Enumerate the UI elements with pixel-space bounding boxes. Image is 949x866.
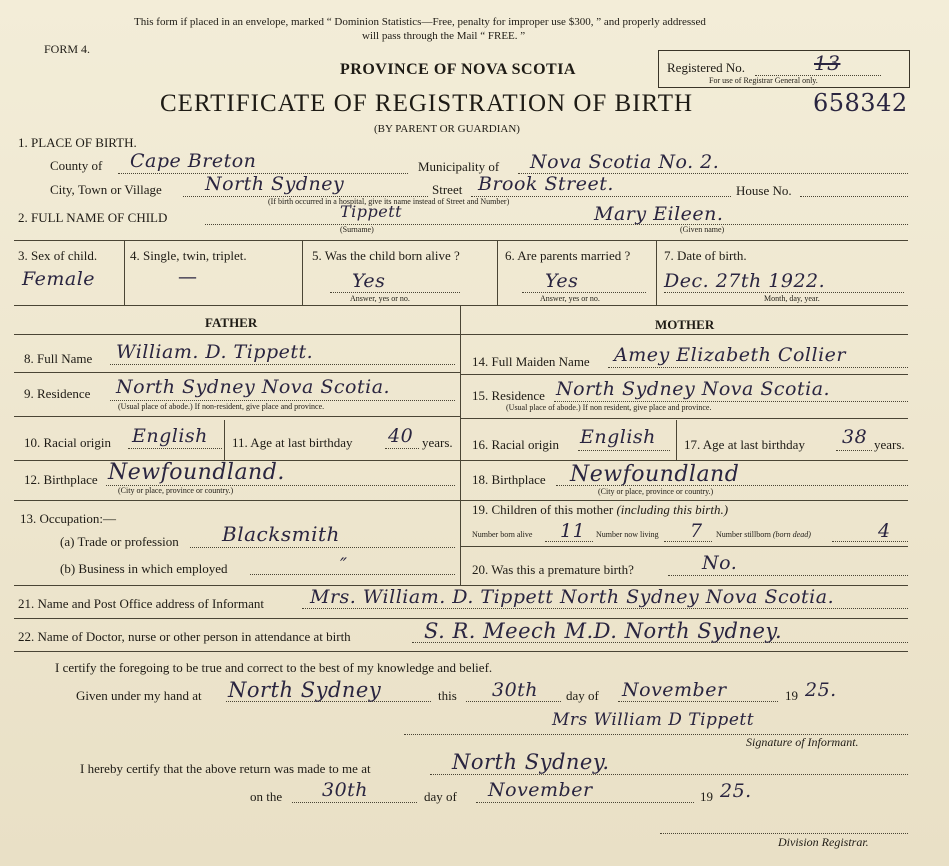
alive-caption: Answer, yes or no. — [350, 294, 410, 303]
married-label: 6. Are parents married ? — [505, 248, 631, 263]
living-label: Number now living — [596, 530, 659, 539]
document-subtitle: (BY PARENT OR GUARDIAN) — [374, 123, 520, 135]
mother-age-label: 17. Age at last birthday — [684, 437, 805, 452]
alive-value: Yes — [352, 270, 386, 292]
province-heading: PROVINCE OF NOVA SCOTIA — [340, 61, 576, 78]
signature-caption: Signature of Informant. — [746, 735, 859, 749]
father-age-unit: years. — [422, 435, 453, 450]
mother-birthplace: Newfoundland — [570, 462, 740, 487]
mother-age: 38 — [842, 426, 868, 448]
plurality-value: — — [178, 266, 198, 288]
doctor-label: 22. Name of Doctor, nurse or other person in attendance at birth — [18, 629, 351, 644]
mother-birthplace-caption: (City or place, province or country.) — [598, 487, 714, 496]
father-heading: FATHER — [205, 315, 258, 330]
trade-label: (a) Trade or profession — [60, 534, 179, 549]
registrar-day: 30th — [322, 779, 369, 801]
mother-name: Amey Elizabeth Collier — [614, 344, 846, 366]
children-label: 19. Children of this mother (including this birth.) — [472, 502, 729, 517]
certify-statement: I certify the foregoing to be true and correct to the best of my knowledge and belief. — [55, 660, 493, 675]
child-surname: Tippett — [340, 202, 403, 221]
informant-value: Mrs. William. D. Tippett North Sydney Nova Scotia. — [310, 586, 835, 608]
born-alive-value: 11 — [560, 520, 586, 542]
hospital-note: (If birth occurred in a hospital, give its name instead of Street and Number) — [268, 197, 510, 206]
father-residence: North Sydney Nova Scotia. — [116, 376, 391, 398]
living-value: 7 — [690, 520, 703, 542]
mother-name-label: 14. Full Maiden Name — [472, 354, 590, 369]
dob-value: Dec. 27th 1922. — [664, 270, 826, 292]
registered-note: For use of Registrar General only. — [709, 76, 818, 85]
on-the-label: on the — [250, 789, 283, 804]
mother-residence: North Sydney Nova Scotia. — [556, 378, 831, 400]
informant-signature: Mrs William D Tippett — [552, 710, 755, 730]
registrar-place: North Sydney. — [452, 750, 610, 774]
place-section-label: 1. PLACE OF BIRTH. — [18, 135, 137, 150]
municipality-value: Nova Scotia No. 2. — [530, 151, 720, 173]
surname-caption: (Surname) — [340, 225, 374, 234]
county-label: County of — [50, 158, 103, 173]
street-label: Street — [432, 182, 463, 197]
given-month: November — [622, 679, 727, 701]
alive-label: 5. Was the child born alive ? — [312, 248, 460, 263]
father-birthplace: Newfoundland. — [108, 460, 285, 485]
registrar-statement: I hereby certify that the above return was made to me at — [80, 761, 371, 776]
father-birthplace-caption: (City or place, province or country.) — [118, 486, 234, 495]
given-year: 25. — [805, 679, 837, 701]
sex-label: 3. Sex of child. — [18, 248, 98, 263]
registered-value: 13 — [814, 51, 841, 75]
stillborn-value: 4 — [878, 520, 891, 542]
mother-residence-label: 15. Residence — [472, 388, 545, 403]
city-value: North Sydney — [205, 173, 345, 195]
given-place: North Sydney — [228, 678, 382, 702]
given-caption: (Given name) — [680, 225, 725, 234]
plurality-label: 4. Single, twin, triplet. — [130, 248, 247, 263]
mother-racial: English — [580, 426, 656, 448]
stamp-number: 658342 — [813, 89, 908, 117]
doctor-value: S. R. Meech M.D. North Sydney. — [424, 619, 783, 643]
document-title: CERTIFICATE OF REGISTRATION OF BIRTH — [160, 90, 694, 117]
stillborn-note: (born dead) — [772, 530, 811, 539]
mother-birthplace-label: 18. Birthplace — [472, 472, 546, 487]
mother-age-unit: years. — [874, 437, 905, 452]
registrar-day-of-label: day of — [424, 789, 457, 804]
postage-notice-2: will pass through the Mail “ FREE. ” — [362, 30, 526, 42]
day-of-label: day of — [566, 688, 599, 703]
children-note: (including this birth.) — [616, 502, 729, 517]
stillborn-label: Number stillborn (born dead) — [716, 530, 811, 539]
father-name: William. D. Tippett. — [116, 341, 314, 363]
married-caption: Answer, yes or no. — [540, 294, 600, 303]
occupation-label: 13. Occupation:— — [20, 511, 117, 526]
registrar-year-prefix: 19 — [700, 789, 713, 804]
father-residence-label: 9. Residence — [24, 386, 91, 401]
father-name-label: 8. Full Name — [24, 351, 93, 366]
sex-value: Female — [22, 268, 96, 290]
registrar-caption: Division Registrar. — [778, 835, 869, 849]
father-birthplace-label: 12. Birthplace — [24, 472, 98, 487]
given-label: Given under my hand at — [76, 688, 202, 703]
city-label: City, Town or Village — [50, 182, 162, 197]
father-residence-caption: (Usual place of abode.) If non-resident, give place and province. — [118, 402, 325, 411]
premature-label: 20. Was this a premature birth? — [472, 562, 634, 577]
registrar-month: November — [488, 779, 593, 801]
street-value: Brook Street. — [478, 173, 614, 195]
house-label: House No. — [736, 183, 792, 198]
mother-racial-label: 16. Racial origin — [472, 437, 560, 452]
mother-heading: MOTHER — [655, 317, 715, 332]
dob-label: 7. Date of birth. — [664, 248, 747, 263]
county-value: Cape Breton — [130, 150, 257, 172]
father-age-label: 11. Age at last birthday — [232, 435, 353, 450]
father-racial: English — [132, 425, 208, 447]
business-label: (b) Business in which employed — [60, 561, 228, 576]
born-alive-label: Number born alive — [472, 530, 533, 539]
municipality-label: Municipality of — [418, 159, 500, 174]
child-name-label: 2. FULL NAME OF CHILD — [18, 210, 168, 225]
registrar-year: 25. — [720, 780, 752, 802]
married-value: Yes — [545, 270, 579, 292]
mother-residence-caption: (Usual place of abode.) If non resident, give place and province. — [506, 403, 712, 412]
form-number: FORM 4. — [44, 42, 91, 56]
registered-label: Registered No. — [667, 60, 745, 75]
postage-notice: This form if placed in an envelope, marked “ Dominion Statistics—Free, penalty for improper use $300, ” and properly addressed — [134, 16, 706, 28]
given-day: 30th — [492, 679, 539, 701]
dob-caption: Month, day, year. — [764, 294, 820, 303]
given-year-prefix: 19 — [785, 688, 798, 703]
informant-label: 21. Name and Post Office address of Informant — [18, 596, 264, 611]
registered-box — [658, 50, 910, 88]
trade-value: Blacksmith — [222, 522, 340, 546]
father-racial-label: 10. Racial origin — [24, 435, 112, 450]
this-label: this — [438, 688, 457, 703]
father-age: 40 — [388, 425, 414, 447]
premature-value: No. — [702, 552, 738, 574]
business-value: ″ — [340, 554, 348, 576]
child-given-name: Mary Eileen. — [594, 203, 724, 225]
